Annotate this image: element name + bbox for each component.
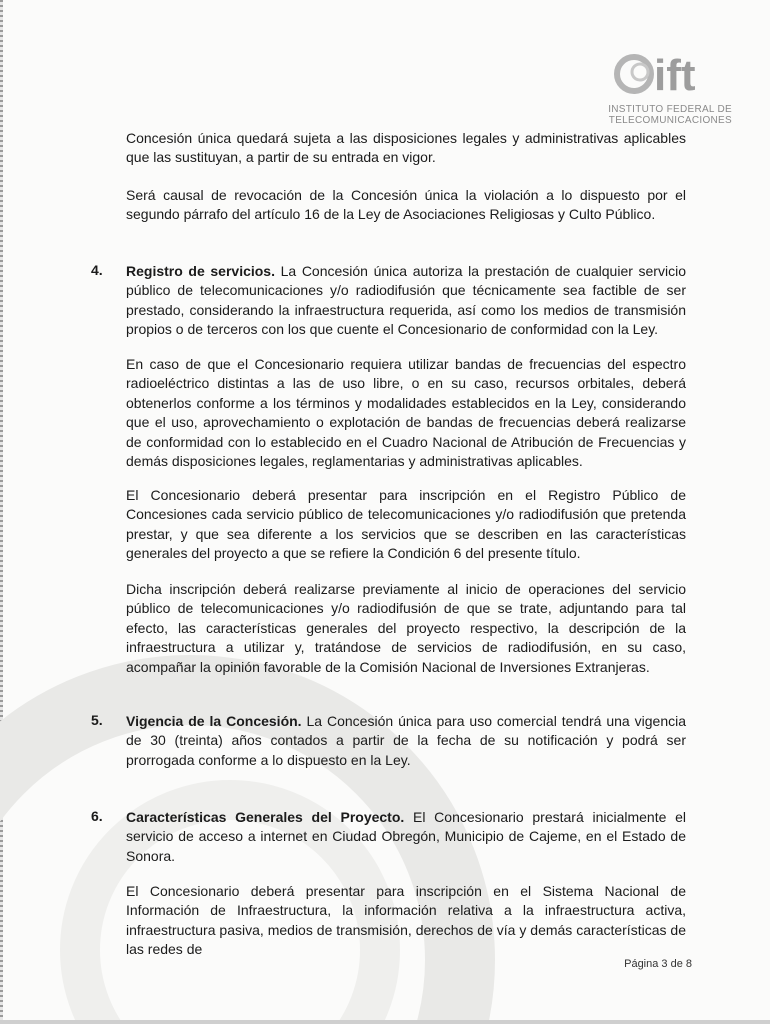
logo-wordmark: ift [654, 51, 696, 99]
section-6-heading: Características Generales del Proyecto. [126, 809, 405, 825]
section-5-text: La Concesión única para uso comercial tendrá una vigencia de 30 (treinta) años contados a partir de la fecha de su notificación y podrá ser prorrogada conforme a lo dispuesto en la Ley. [126, 713, 686, 768]
institution-name-line2: TELECOMUNICACIONES [608, 115, 732, 126]
section-5-heading: Vigencia de la Concesión. [126, 713, 302, 729]
section-6-number: 6. [91, 808, 103, 824]
ift-logo [608, 44, 732, 134]
ift-logo-mark [612, 44, 732, 99]
paragraph-revocation: Será causal de revocación de la Concesión única la violación a lo dispuesto por el segundo párrafo del artículo 16 de la Ley de Asociaciones Religiosas y Culto Público. [126, 187, 686, 223]
section-6-paragraph-1: El Concesionario deberá presentar para inscripción en el Sistema Nacional de Información de Infraestructura, la información relativa a la infraestructura activa, infraestructura pasiva, medios de transmisión, derechos de vía y demás características de las redes de [126, 883, 686, 958]
section-6-text: El Concesionario prestará inicialmente el servicio de acceso a internet en Ciudad Obregón, Municipio de Cajeme, en el Estado de Sonora. [126, 809, 686, 864]
section-4-paragraph-3: Dicha inscripción deberá realizarse previamente al inicio de operaciones del servicio público de telecomunicaciones y/o radiodifusión de que se trate, adjuntando para tal efecto, las características generales del proyecto respectivo, la descripción de la infraestructura a utilizar y, tratándose de servicios de radiodifusión, en su caso, acompañar la opinión favorable de la Comisión Nacional de Inversiones Extranjeras. [126, 581, 686, 675]
section-4-paragraph-2: El Concesionario deberá presentar para inscripción en el Registro Público de Concesiones cada servicio público de telecomunicaciones y/o radiodifusión que pretenda prestar, y que sea diferente a los servicios que se describen en las características generales del proyecto a que se refiere la Condición 6 del presente título. [126, 487, 686, 562]
section-4-body [126, 262, 686, 340]
institution-name-line1: INSTITUTO FEDERAL DE [608, 104, 732, 115]
section-5-body [126, 712, 686, 770]
section-4-number: 4. [91, 262, 103, 278]
section-4-paragraph-1: En caso de que el Concesionario requiera utilizar bandas de frecuencias del espectro radioeléctrico distintas a las de uso libre, o en su caso, recursos orbitales, deberá obtenerlos conforme a los términos y modalidades establecidos en la Ley, considerando que el uso, aprovechamiento o explotación de bandas de frecuencias deberá realizarse de conformidad con lo establecido en el Cuadro Nacional de Atribución de Frecuencias y demás disposiciones legales, reglamentarias y administrativas aplicables. [126, 356, 686, 470]
section-4-heading: Registro de servicios. [126, 263, 275, 279]
section-4-text: La Concesión única autoriza la prestación de cualquier servicio público de telecomunicaciones y/o radiodifusión que técnicamente sea factible de ser prestado, considerando la infraestructura requerida, así como los medios de transmisión propios o de terceros con los que cuente el Concesionario de conformidad con la Ley. [126, 263, 686, 338]
page-number: Página 3 de 8 [624, 958, 692, 970]
section-6-body [126, 808, 686, 866]
section-5-number: 5. [91, 712, 103, 728]
paragraph-carryover: Concesión única quedará sujeta a las disposiciones legales y administrativas aplicables que las sustituyan, a partir de su entrada en vigor. [126, 130, 686, 166]
scan-bottom-edge [0, 1020, 770, 1024]
